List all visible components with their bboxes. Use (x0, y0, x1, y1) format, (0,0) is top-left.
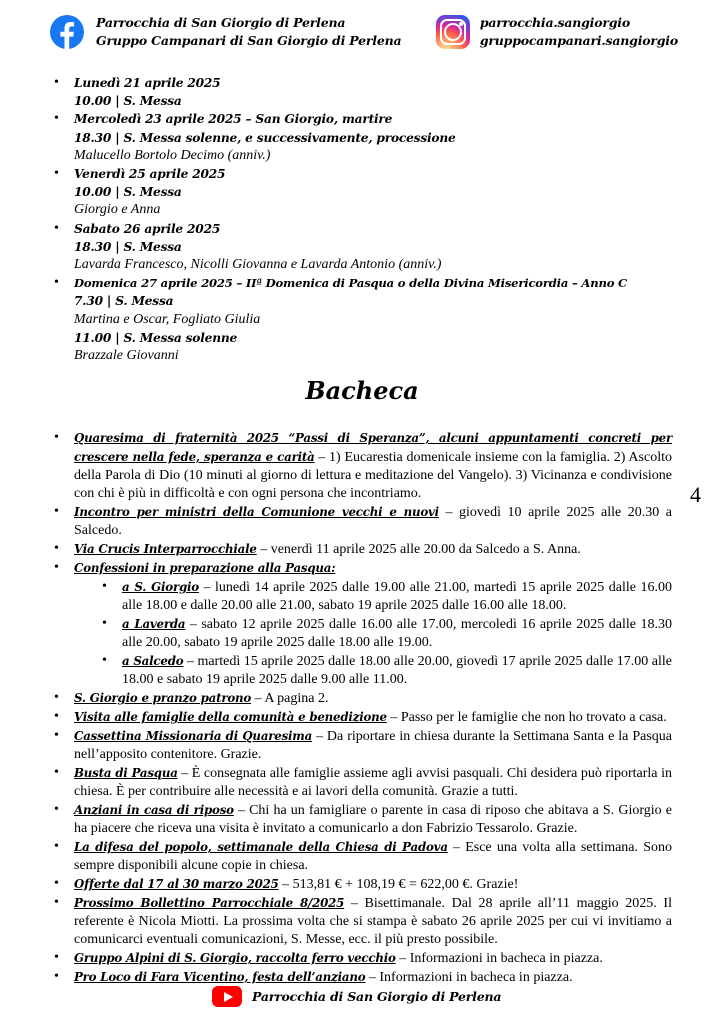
mass-intentions: Martina e Oscar, Fogliato Giulia (74, 311, 261, 327)
notice-item: • Confessioni in preparazione alla Pasqua: • a S. Giorgio – lunedì 14 aprile 2025 dalle 19.00 alle 21.00, martedì 15 aprile 2025 dalle 16.00 alle 18.00 e dalle 20.00 alle 21.00, sabato 19 aprile 2025 dalle 16.00 alle 18.00. • a Laverda – sabato 12 aprile 2025 dalle 16.00 alle 17.00, mercoledì 16 aprile 2025 dalle 18.30 alle 20.00, sabato 19 aprile 2025 dalle 18.00 alle 19.00. • a Salcedo – martedì 15 aprile 2025 dalle 18.00 alle 20.00, giovedì 17 aprile 2025 dalle 17.00 alle 18.00 e sabato 19 aprile 2025 dalle 9.00 alle 11.00. (54, 560, 672, 687)
notice-board (54, 429, 672, 987)
notice-heading: Visita alle famiglie della comunità e benedizione (74, 710, 387, 724)
notice-heading: Prossimo Bollettino Parrocchiale 8/2025 (74, 896, 345, 910)
notice-text: – È consegnata alle famiglie assieme agli avvisi pasquali. Chi desidera può riportarla in chiesa. È per contribuire alle necessità e ai lavori della comunità. Grazie a tutti. (74, 766, 672, 799)
notice-heading: Offerte dal 17 al 30 marzo 2025 (74, 877, 279, 891)
schedule-day-title: Domenica 27 aprile 2025 – IIª Domenica di Pasqua o della Divina Misericordia – Anno C (74, 276, 628, 291)
mass-intentions: Lavarda Francesco, Nicolli Giovanna e Lavarda Antonio (anniv.) (74, 257, 442, 273)
notice-item: • Busta di Pasqua – È consegnata alle famiglie assieme agli avvisi pasquali. Chi desidera può riportarla in chiesa. È per contribuire alle necessità e ai lavori della comunità. Grazie a tutti. (54, 765, 672, 799)
notice-item: • Incontro per ministri della Comunione vecchi e nuovi – giovedì 10 aprile 2025 alle 20.30 a Salcedo. (54, 504, 672, 538)
confession-item: • a Salcedo – martedì 15 aprile 2025 dalle 18.00 alle 20.00, giovedì 17 aprile 2025 dalle 17.00 alle 18.00 e sabato 19 aprile 2025 dalle 9.00 alle 11.00. (102, 653, 672, 687)
notice-heading: Via Crucis Interparrocchiale (74, 542, 257, 556)
mass-time: 10.00 | S. Messa (74, 185, 182, 200)
notice-text: – Passo per le famiglie che non ho trovato a casa. (386, 710, 667, 725)
confession-times: – lunedì 14 aprile 2025 dalle 19.00 alle 21.00, martedì 15 aprile 2025 dalle 16.00 alle 18.00 e dalle 20.00 alle 21.00, sabato 19 aprile 2025 dalle 16.00 alle 18.00. (122, 580, 672, 613)
notice-item: • Prossimo Bollettino Parrocchiale 8/2025 – Bisettimanale. Dal 28 aprile all’11 maggio 2025. Il referente è Nicola Miotti. La prossima volta che si stampa è sabato 26 aprile 2025 per cui vi invitiamo a comunicarci eventuali comunicazioni, S. Messe, ecc. il più presto possibile. (54, 895, 672, 947)
notice-text: – venerdì 11 aprile 2025 alle 20.00 da Salcedo a S. Anna. (256, 542, 581, 557)
schedule-day: • Sabato 26 aprile 2025 18.30 | S. Messa Lavarda Francesco, Nicolli Giovanna e Lavarda Antonio (anniv.) (54, 220, 674, 275)
facebook-group-name: Gruppo Campanari di San Giorgio di Perlena (96, 33, 402, 48)
schedule-day: • Venerdì 25 aprile 2025 10.00 | S. Messa Giorgio e Anna (54, 165, 674, 220)
instagram-block[interactable] (436, 14, 678, 50)
notice-heading: Busta di Pasqua (74, 766, 178, 780)
notice-heading: Pro Loco di Fara Vicentino, festa dell’anziano (74, 970, 366, 984)
instagram-icon[interactable] (436, 15, 470, 49)
schedule-day-title: Lunedì 21 aprile 2025 (74, 76, 221, 90)
mass-schedule (54, 74, 674, 365)
notice-heading: Confessioni in preparazione alla Pasqua: (74, 561, 336, 575)
confession-times: – sabato 12 aprile 2025 dalle 16.00 alle 17.00, mercoledì 16 aprile 2025 dalle 18.30 alle 20.00, sabato 19 aprile 2025 dalle 18.00 alle 19.00. (122, 617, 672, 650)
notice-item: • Pro Loco di Fara Vicentino, festa dell’anziano – Informazioni in bacheca in piazza. (54, 969, 573, 985)
mass-time: 18.30 | S. Messa solenne, e successivamente, processione (74, 130, 456, 145)
board-title: Bacheca (305, 376, 419, 405)
youtube-footer[interactable] (212, 986, 501, 1007)
confession-place: a Salcedo (122, 654, 184, 668)
notice-text: – Esce una volta alla settimana. Sono sempre disponibili alcune copie in chiesa. (74, 840, 673, 873)
facebook-block[interactable] (50, 14, 401, 50)
notice-heading: Cassettina Missionaria di Quaresima (74, 729, 313, 743)
mass-intentions: Giorgio e Anna (74, 202, 161, 218)
notice-text: – giovedì 10 aprile 2025 alle 20.30 a Salcedo. (74, 505, 672, 538)
mass-intentions: Brazzale Giovanni (74, 348, 179, 364)
notice-item: • Gruppo Alpini di S. Giorgio, raccolta ferro vecchio – Informazioni in bacheca in piazza. (54, 950, 603, 966)
confession-list (74, 578, 672, 689)
mass-time: 11.00 | S. Messa solenne (74, 330, 238, 345)
confession-item: • a S. Giorgio – lunedì 14 aprile 2025 dalle 19.00 alle 21.00, martedì 15 aprile 2025 dalle 16.00 alle 18.00 e dalle 20.00 alle 21.00, sabato 19 aprile 2025 dalle 16.00 alle 18.00. (102, 579, 672, 613)
confession-times: – martedì 15 aprile 2025 dalle 18.00 alle 20.00, giovedì 17 aprile 2025 dalle 17.00 alle 18.00 e sabato 19 aprile 2025 dalle 9.00 alle 11.00. (122, 654, 672, 687)
notice-heading: Quaresima di fraternità 2025 “Passi di Speranza”, alcuni appuntamenti concreti per crescere nella fede, speranza e carità (74, 431, 672, 464)
notice-text: – Da riportare in chiesa durante la Settimana Santa e la Pasqua nell’apposito contenitore. Grazie. (74, 729, 672, 762)
notice-item: • Via Crucis Interparrocchiale – venerdì 11 aprile 2025 alle 20.00 da Salcedo a S. Anna. (54, 541, 581, 557)
schedule-day: • Domenica 27 aprile 2025 – IIª Domenica di Pasqua o della Divina Misericordia – Anno C 7.30 | S. Messa Martina e Oscar, Fogliato Giulia 11.00 | S. Messa solenne Brazzale Giovanni (54, 274, 674, 365)
notice-text: – 1) Eucarestia domenicale insieme con la famiglia. 2) Ascolto della Parola di Dio (10 minuti al giorno di lettura e meditazione del Vangelo). 3) Vicinanza e condivisione con chi è più in difficoltà e con ogni persona che incontriamo. (74, 450, 672, 501)
notice-item: • Offerte dal 17 al 30 marzo 2025 – 513,81 € + 108,19 € = 622,00 €. Grazie! (54, 876, 519, 892)
confession-place: a Laverda (122, 617, 186, 631)
notice-item: • Anziani in casa di riposo – Chi ha un famigliare o parente in casa di riposo che abitava a S. Giorgio e ha piacere che riceva una visita è invitato a comunicarlo a don Fabrizio Tessarolo. Grazie. (54, 802, 673, 836)
notice-item: • Cassettina Missionaria di Quaresima – Da riportare in chiesa durante la Settimana Santa e la Pasqua nell’apposito contenitore. Grazie. (54, 728, 672, 762)
notice-heading: Gruppo Alpini di S. Giorgio, raccolta ferro vecchio (74, 951, 396, 965)
mass-time: 10.00 | S. Messa (74, 94, 182, 109)
notice-text: – Chi ha un famigliare o parente in casa di riposo che abitava a S. Giorgio e ha piacere che riceva una visita è invitato a comunicarlo a don Fabrizio Tessarolo. Grazie. (74, 803, 673, 836)
page-number: 4 (690, 482, 701, 507)
notice-heading: S. Giorgio e pranzo patrono (74, 691, 252, 705)
notice-item: • Visita alle famiglie della comunità e benedizione – Passo per le famiglie che non ho trovato a casa. (54, 709, 667, 725)
schedule-day-title: Venerdì 25 aprile 2025 (74, 167, 226, 182)
notice-text: – Informazioni in bacheca in piazza. (395, 951, 603, 966)
page-header (50, 14, 678, 56)
confession-item: • a Laverda – sabato 12 aprile 2025 dalle 16.00 alle 17.00, mercoledì 16 aprile 2025 dalle 18.30 alle 20.00, sabato 19 aprile 2025 dalle 18.00 alle 19.00. (102, 616, 672, 650)
schedule-day: • Mercoledì 23 aprile 2025 – San Giorgio, martire 18.30 | S. Messa solenne, e successivamente, processione Malucello Bortolo Decimo (anniv.) (54, 110, 674, 165)
schedule-day: • Lunedì 21 aprile 2025 10.00 | S. Messa (54, 74, 674, 110)
youtube-icon[interactable] (212, 986, 242, 1007)
mass-time: 18.30 | S. Messa (74, 239, 182, 254)
notice-item: • La difesa del popolo, settimanale della Chiesa di Padova – Esce una volta alla settimana. Sono sempre disponibili alcune copie in chiesa. (54, 839, 673, 873)
notice-text: – 513,81 € + 108,19 € = 622,00 €. Grazie! (278, 877, 519, 892)
notice-item: • Quaresima di fraternità 2025 “Passi di Speranza”, alcuni appuntamenti concreti per crescere nella fede, speranza e carità – 1) Eucarestia domenicale insieme con la famiglia. 2) Ascolto della Parola di Dio (10 minuti al giorno di lettura e meditazione del Vangelo). 3) Vicinanza e condivisione con chi è più in difficoltà e con ogni persona che incontriamo. (54, 430, 672, 501)
notice-heading: La difesa del popolo, settimanale della Chiesa di Padova (74, 840, 448, 854)
confession-place: a S. Giorgio (122, 580, 199, 594)
instagram-handle-parish: parrocchia.sangiorgio (479, 15, 630, 30)
mass-intentions: Malucello Bortolo Decimo (anniv.) (74, 147, 271, 163)
mass-time: 7.30 | S. Messa (74, 294, 174, 309)
notice-text: – Informazioni in bacheca in piazza. (365, 970, 573, 985)
notice-text: – Bisettimanale. Dal 28 aprile all’11 maggio 2025. Il referente è Nicola Miotti. La prossima volta che si stampa è sabato 26 aprile 2025 per cui vi invitiamo a comunicarci eventuali comunicazioni, S. Messe, ecc. il più presto possibile. (74, 896, 672, 947)
schedule-day-title: Mercoledì 23 aprile 2025 – San Giorgio, martire (74, 112, 393, 127)
notice-text: – A pagina 2. (251, 691, 329, 706)
notice-heading: Anziani in casa di riposo (74, 803, 234, 817)
instagram-handle-bellringers: gruppocampanari.sangiorgio (479, 33, 678, 48)
schedule-day-title: Sabato 26 aprile 2025 (74, 221, 221, 236)
notice-heading: Incontro per ministri della Comunione vecchi e nuovi (74, 505, 439, 519)
notice-item: • S. Giorgio e pranzo patrono – A pagina 2. (54, 690, 329, 706)
youtube-channel-name: Parrocchia di San Giorgio di Perlena (252, 988, 502, 1004)
facebook-page-name: Parrocchia di San Giorgio di Perlena (96, 15, 346, 30)
facebook-icon[interactable] (50, 15, 84, 49)
